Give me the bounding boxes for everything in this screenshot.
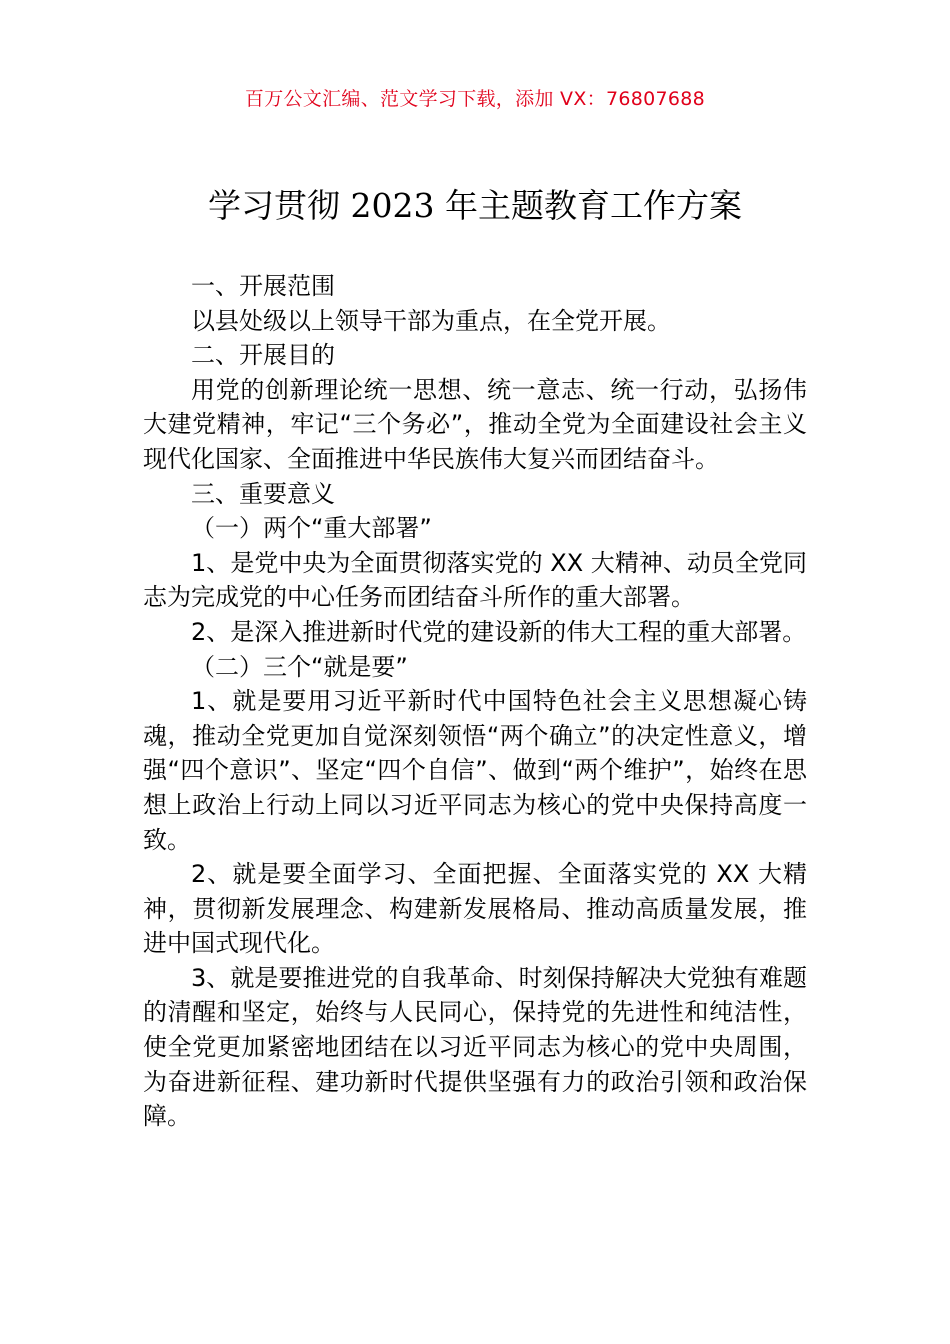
- document-title: 学习贯彻 2023 年主题教育工作方案: [208, 186, 742, 225]
- document-body: [143, 269, 807, 1134]
- paragraph-must-1: 1、就是要用习近平新时代中国特色社会主义思想凝心铸魂，推动全党更加自觉深刻领悟“两个确立”的决定性意义，增强“四个意识”、坚定“四个自信”、做到“两个维护”，始终在思想上政治上行动上同以习近平同志为核心的党中央保持高度一致。: [143, 687, 807, 854]
- paragraph-deployment-1: 1、是党中央为全面贯彻落实党的 XX 大精神、动员全党同志为完成党的中心任务而团结奋斗所作的重大部署。: [143, 548, 807, 612]
- header-watermark-note: 百万公文汇编、范文学习下载，添加 VX：76807688: [244, 88, 706, 110]
- subheading-three-musts: （二）三个“就是要”: [191, 652, 408, 681]
- subheading-two-deployments: （一）两个“重大部署”: [191, 514, 432, 543]
- section-heading-scope: 一、开展范围: [191, 272, 335, 300]
- section-heading-purpose: 二、开展目的: [191, 341, 335, 370]
- paragraph-deployment-2: 2、是深入推进新时代党的建设新的伟大工程的重大部署。: [191, 617, 807, 646]
- paragraph-must-3: 3、就是要推进党的自我革命、时刻保持解决大党独有难题的清醒和坚定，始终与人民同心，保持党的先进性和纯洁性，使全党更加紧密地团结在以习近平同志为核心的党中央周围，为奋进新征程、建功新时代提供坚强有力的政治引领和政治保障。: [143, 963, 807, 1131]
- paragraph-scope: 以县处级以上领导干部为重点，在全党开展。: [191, 306, 671, 335]
- paragraph-purpose: 用党的创新理论统一思想、统一意志、统一行动，弘扬伟大建党精神，牢记“三个务必”，推动全党为全面建设社会主义现代化国家、全面推进中华民族伟大复兴而团结奋斗。: [143, 375, 807, 473]
- paragraph-must-2: 2、就是要全面学习、全面把握、全面落实党的 XX 大精神，贯彻新发展理念、构建新发展格局、推动高质量发展，推进中国式现代化。: [143, 860, 807, 958]
- section-heading-significance: 三、重要意义: [191, 479, 335, 508]
